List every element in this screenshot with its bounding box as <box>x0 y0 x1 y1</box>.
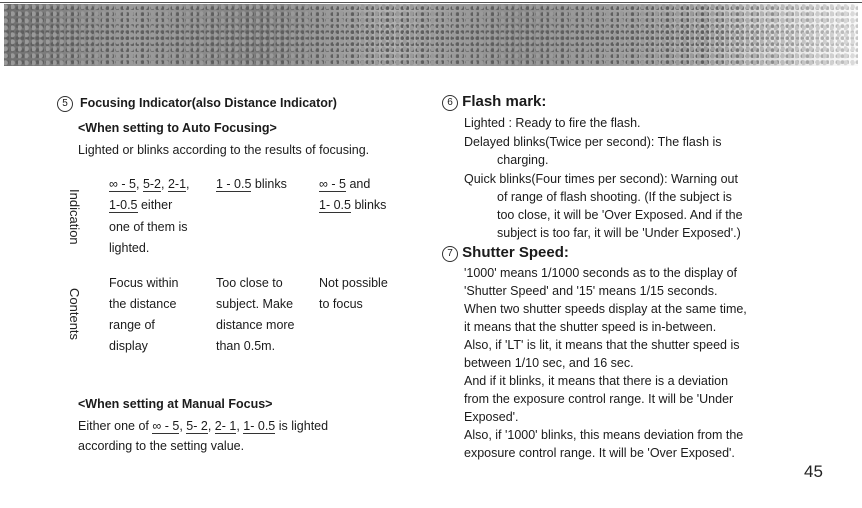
manual-focus-line2: according to the setting value. <box>78 439 245 453</box>
distance-value: ∞ - 5 <box>319 177 346 191</box>
contents-col2: than 0.5m. <box>216 339 276 353</box>
flash-lighted: Lighted : Ready to fire the flash. <box>464 116 641 130</box>
indication-col2: 1 - 0.5 blinks <box>216 177 287 191</box>
section-title: Shutter Speed: <box>462 244 569 261</box>
manual-focus-heading: <When setting at Manual Focus> <box>78 397 273 411</box>
contents-row-label: Contents <box>67 288 82 341</box>
indication-row-label: Indication <box>67 189 82 245</box>
section-title: Flash mark: <box>462 93 547 110</box>
section-7-heading <box>442 245 569 262</box>
shutter-text-line: it means that the shutter speed is in-between. <box>464 320 717 334</box>
contents-col2: Too close to <box>216 276 283 290</box>
manual-focus-line1: Either one of ∞ - 5, 5- 2, 2- 1, 1- 0.5 is lighted <box>78 419 329 433</box>
distance-value: 1-0.5 <box>109 198 138 212</box>
distance-value: 1- 0.5 <box>319 198 351 212</box>
distance-value: 1- 0.5 <box>243 419 276 433</box>
shutter-text-line: Also, if 'LT' is lit, it means that the shutter speed is <box>464 338 740 352</box>
shutter-text-line: '1000' means 1/1000 seconds as to the display of <box>464 266 738 280</box>
header-banner-texture <box>4 4 858 66</box>
distance-value: 2-1 <box>167 177 187 191</box>
distance-value: 5-2 <box>142 177 162 191</box>
section-5-heading <box>57 96 337 112</box>
circled-number: 7 <box>442 246 458 262</box>
contents-col2: distance more <box>216 318 295 332</box>
shutter-text-line: Also, if '1000' blinks, this means deviation from the <box>464 428 744 442</box>
distance-value: 5- 2 <box>186 419 208 433</box>
indication-col1-line2: 1-0.5 either <box>109 198 173 212</box>
indication-col3-line1: ∞ - 5 and <box>319 177 371 191</box>
auto-focus-heading: <When setting to Auto Focusing> <box>78 121 277 135</box>
shutter-text-line: Exposed'. <box>464 410 519 424</box>
contents-col3: to focus <box>319 297 363 311</box>
distance-value: 2- 1 <box>214 419 237 433</box>
circled-number: 5 <box>57 96 73 112</box>
auto-focus-description: Lighted or blinks according to the results of focusing. <box>78 143 370 157</box>
shutter-text-line: When two shutter speeds display at the same time, <box>464 302 747 316</box>
flash-quick-line4: subject is too far, it will be 'Under Exposed'.) <box>497 226 741 240</box>
flash-delayed-line1: Delayed blinks(Twice per second): The flash is <box>464 135 722 149</box>
shutter-text-line: 'Shutter Speed' and '15' means 1/15 seconds. <box>464 284 718 298</box>
distance-value: 1 - 0.5 <box>216 177 252 191</box>
flash-quick-line1: Quick blinks(Four times per second): Warning out <box>464 172 738 186</box>
distance-value: ∞ - 5 <box>109 177 136 191</box>
flash-delayed-line2: charging. <box>497 153 549 167</box>
shutter-text-line: exposure control range. It will be 'Over Exposed'. <box>464 446 735 460</box>
flash-quick-line2: of range of flash shooting. (If the subject is <box>497 190 732 204</box>
indication-col1-line4: lighted. <box>109 241 150 255</box>
top-rule <box>0 2 862 3</box>
indication-col1-line3: one of them is <box>109 220 188 234</box>
section-title: Focusing Indicator(also Distance Indicator) <box>79 96 337 110</box>
contents-col1: display <box>109 339 148 353</box>
section-6-heading <box>442 94 546 111</box>
shutter-text-line: between 1/10 sec, and 16 sec. <box>464 356 634 370</box>
shutter-text-line: from the exposure control range. It will be 'Under <box>464 392 734 406</box>
distance-value: ∞ - 5 <box>152 419 180 433</box>
indication-col3-line2: 1- 0.5 blinks <box>319 198 387 212</box>
circled-number: 6 <box>442 95 458 111</box>
contents-col2: subject. Make <box>216 297 294 311</box>
contents-col1: Focus within <box>109 276 179 290</box>
indication-col1-line1: ∞ - 5, 5-2, 2-1, <box>109 177 190 191</box>
contents-col1: range of <box>109 318 155 332</box>
shutter-text-line: And if it blinks, it means that there is a deviation <box>464 374 729 388</box>
contents-col1: the distance <box>109 297 177 311</box>
page-number: 45 <box>804 462 823 481</box>
contents-col3: Not possible <box>319 276 388 290</box>
flash-quick-line3: too close, it will be 'Over Exposed. And if the <box>497 208 743 222</box>
